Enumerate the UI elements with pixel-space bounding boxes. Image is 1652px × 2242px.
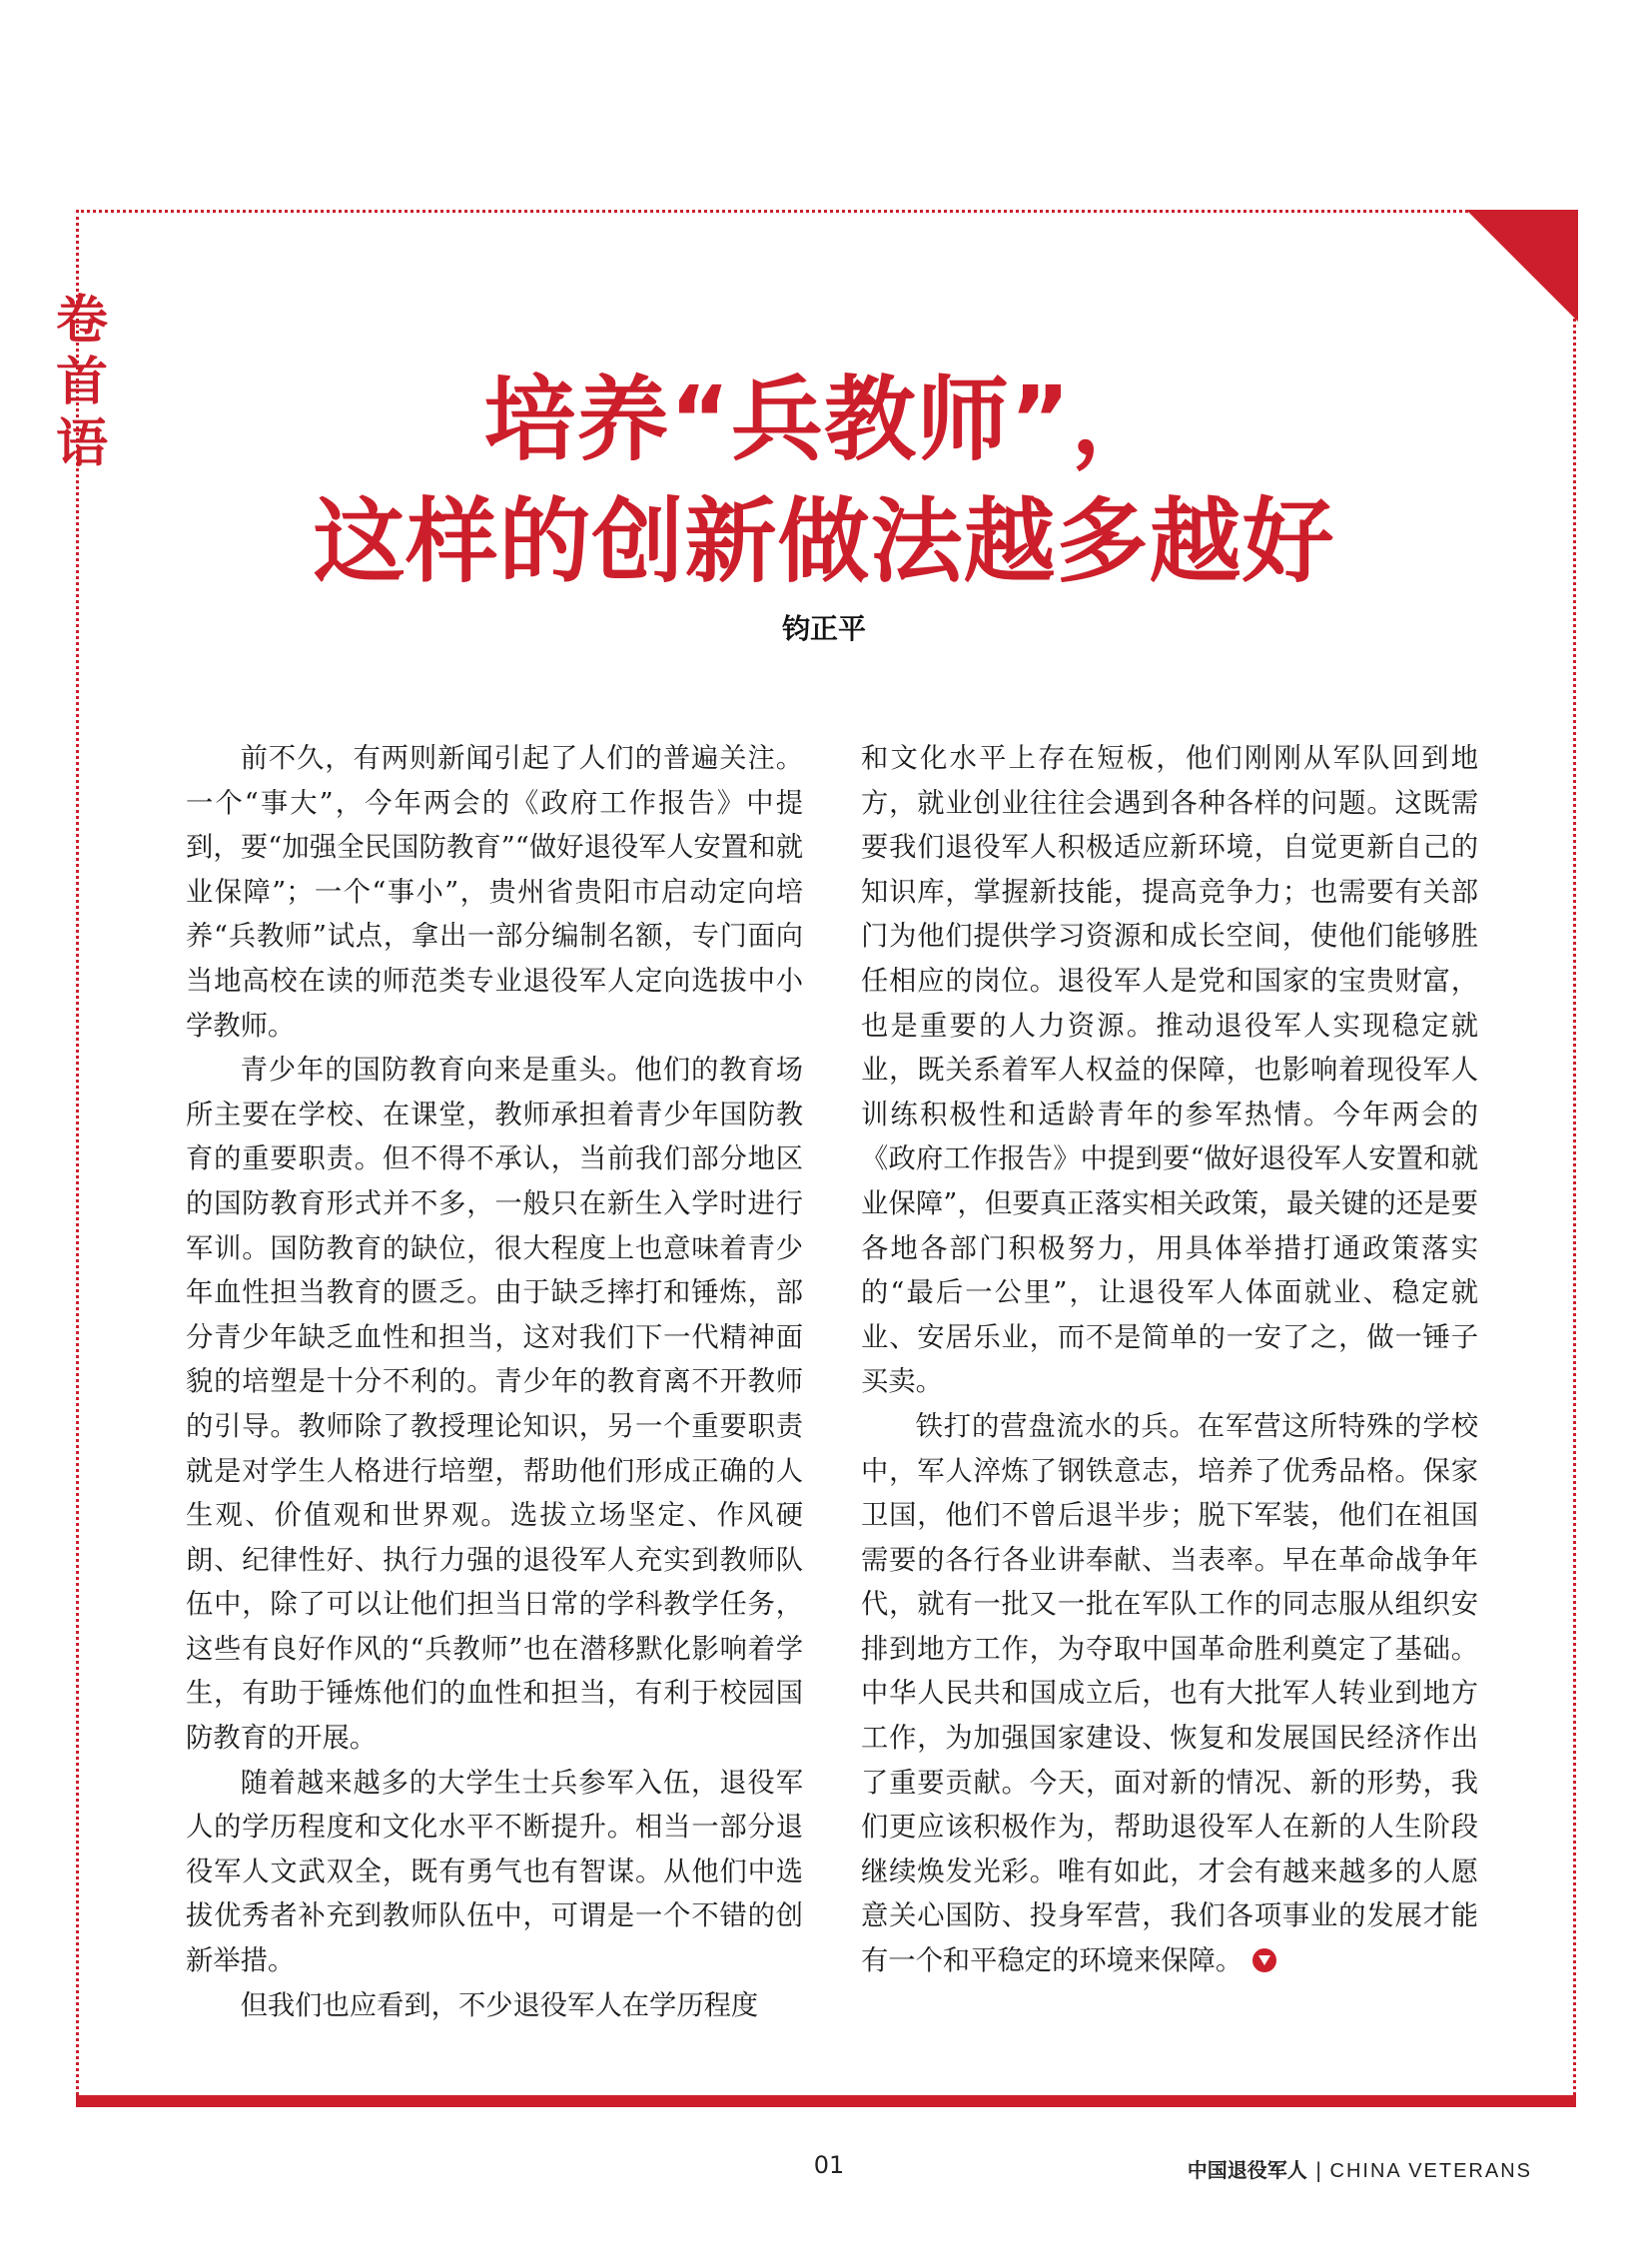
red-corner-triangle [1466, 210, 1578, 322]
paragraph: 青少年的国防教育向来是重头。他们的教育场所主要在学校、在课堂，教师承担着青少年国防教育的重要职责。但不得不承认，当前我们部分地区的国防教育形式并不多，一般只在新生入学时进行军训。国防教育的缺位，很大程度上也意味着青少年血性担当教育的匮乏。由于缺乏摔打和锤炼，部分青少年缺乏血性和担当，这对我们下一代精神面貌的培塑是十分不利的。青少年的教育离不开教师的引导。教师除了教授理论知识，另一个重要职责就是对学生人格进行培塑，帮助他们形成正确的人生观、价值观和世界观。选拔立场坚定、作风硬朗、纪律性好、执行力强的退役军人充实到教师队伍中，除了可以让他们担当日常的学科教学任务，这些有良好作风的“兵教师”也在潜移默化影响着学生，有助于锤炼他们的血性和担当，有利于校园国防教育的开展。 [186, 1055, 803, 1755]
magazine-name-en: CHINA VETERANS [1329, 2160, 1532, 2182]
column-label-char: 卷 [55, 291, 108, 351]
paragraph: 和文化水平上存在短板，他们刚刚从军队回到地方，就业创业往往会遇到各种各样的问题。这既需要我们退役军人积极适应新环境，自觉更新自己的知识库，掌握新技能，提高竞争力；也需要有关部门为他们提供学习资源和成长空间，使他们能够胜任相应的岗位。退役军人是党和国家的宝贵财富，也是重要的人力资源。推动退役军人实现稳定就业，既关系着军人权益的保障，也影响着现役军人训练积极性和适龄青年的参军热情。今年两会的《政府工作报告》中提到要“做好退役军人安置和就业保障”，但要真正落实相关政策，最关键的还是要各地各部门积极努力，用具体举措打通政策落实的“最后一公里”，让退役军人体面就业、稳定就业、安居乐业，而不是简单的一安了之，做一锤子买卖。 [861, 743, 1478, 1398]
column-label [52, 290, 112, 475]
magazine-name [1188, 2154, 1532, 2183]
title-line-2: 这样的创新做法越多越好 [313, 488, 1335, 595]
paragraph-text: 铁打的营盘流水的兵。在军营这所特殊的学校中，军人淬炼了钢铁意志，培养了优秀品格。保家卫国，他们不曾后退半步；脱下军装，他们在祖国需要的各行各业讲奉献、当表率。早在革命战争年代，就有一批又一批在军队工作的同志服从组织安排到地方工作，为夺取中国革命胜利奠定了基础。中华人民共和国成立后，也有大批军人转业到地方工作，为加强国家建设、恢复和发展国民经济作出了重要贡献。今天，面对新的情况、新的形势，我们更应该积极作为，帮助退役军人在新的人生阶段继续焕发光彩。唯有如此，才会有越来越多的人愿意关心国防、投身军营，我们各项事业的发展才能有一个和平稳定的环境来保障。 [861, 1410, 1478, 1977]
right-column [861, 737, 1478, 1984]
column-label-char: 首 [55, 353, 108, 412]
magazine-separator: | [1314, 2158, 1322, 2182]
left-column [186, 737, 803, 2028]
paragraph: 但我们也应看到，不少退役军人在学历程度 [240, 1989, 759, 2021]
paragraph [861, 1405, 1478, 1984]
page-number: 01 [813, 2151, 845, 2179]
veterans-emblem-icon [1252, 1948, 1276, 1972]
red-bottom-rule [76, 2095, 1576, 2107]
column-label-char: 语 [55, 414, 108, 474]
magazine-name-cn: 中国退役军人 [1187, 2158, 1307, 2182]
paragraph: 随着越来越多的大学生士兵参军入伍，退役军人的学历程度和文化水平不断提升。相当一部分退役军人文武双全，既有勇气也有智谋。从他们中选拔优秀者补充到教师队伍中，可谓是一个不错的创新举措。 [186, 1767, 803, 1977]
article-title [150, 360, 1498, 603]
title-line-1: 培养“兵教师”， [483, 367, 1165, 473]
author-name: 钧正平 [781, 612, 866, 645]
paragraph: 前不久，有两则新闻引起了人们的普遍关注。一个“事大”，今年两会的《政府工作报告》中提到，要“加强全民国防教育”“做好退役军人安置和就业保障”；一个“事小”，贵州省贵阳市启动定向培养“兵教师”试点，拿出一部分编制名额，专门面向当地高校在读的师范类专业退役军人定向选拔中小学教师。 [186, 743, 803, 1042]
